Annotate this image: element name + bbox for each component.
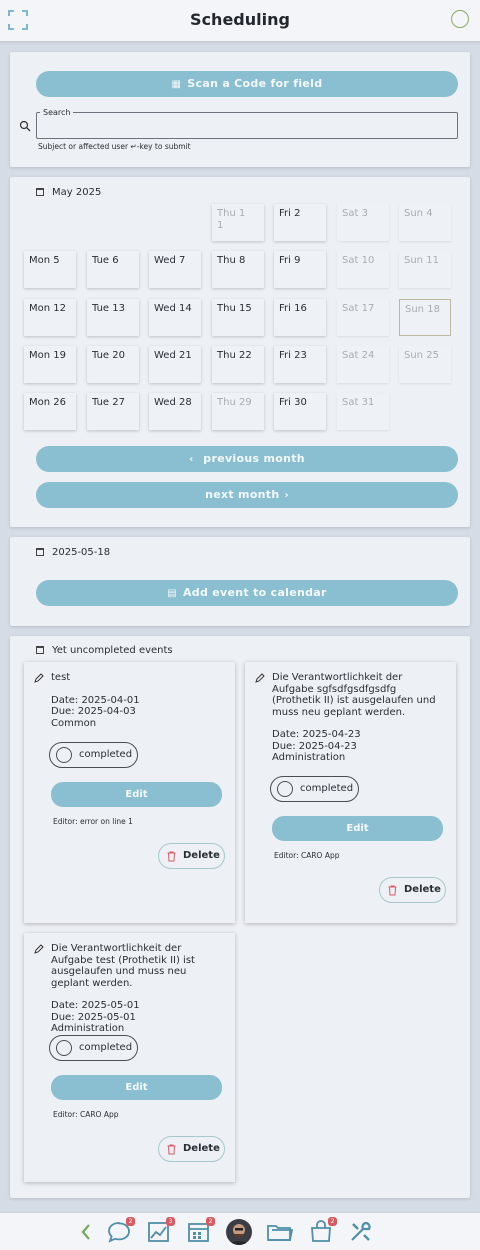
calendar-icon [36,646,44,654]
chevron-left-icon: ‹ [189,454,198,465]
bottom-navigation [0,1212,480,1250]
selected-date-heading: 2025-05-18 [36,547,110,558]
calendar-day[interactable]: Thu 15 [212,299,264,336]
pencil-icon[interactable] [34,944,44,954]
selected-date-card [10,537,470,626]
event-editor: Editor: error on line 1 [53,817,133,826]
calendar-day[interactable]: Wed 7 [149,251,201,288]
status-icon[interactable] [451,10,469,28]
app-header [0,0,480,42]
calendar-icon [36,548,44,556]
event-due: Due: 2025-04-03 [51,706,136,717]
event-date: Date: 2025-05-01 [51,1000,140,1011]
completed-toggle[interactable]: completed [49,1035,138,1061]
add-event-button[interactable]: ▤ Add event to calendar [36,580,458,606]
event-card [24,933,235,1182]
event-title: test [51,672,71,683]
orders-badge: 2 [328,1217,337,1226]
calendar-day[interactable]: Sat 10 [337,251,389,288]
calendar-day[interactable]: Mon 19 [24,346,76,383]
calendar-day[interactable]: Thu 29 [212,393,264,430]
calendar-day[interactable]: Wed 28 [149,393,201,430]
edit-button[interactable]: Edit [272,816,443,841]
event-card [245,662,456,923]
trash-icon [167,851,176,862]
delete-button[interactable]: Delete [379,877,446,903]
calendar-day[interactable]: Tue 6 [87,251,139,288]
avatar[interactable] [226,1219,252,1245]
search-hint: Subject or affected user ↵-key to submit [38,142,191,151]
calendar-icon [36,188,44,196]
charts-badge: 3 [166,1217,175,1226]
pencil-icon[interactable] [34,673,44,683]
calendar-day[interactable]: Sat 24 [337,346,389,383]
charts-icon[interactable] [146,1220,172,1244]
calendar-day[interactable]: Thu 1 1 [212,204,264,241]
trash-icon [167,1144,176,1155]
calendar-day[interactable]: Sat 31 [337,393,389,430]
edit-button[interactable]: Edit [51,1075,222,1100]
trash-icon [388,885,397,896]
edit-button[interactable]: Edit [51,782,222,807]
delete-button[interactable]: Delete [158,843,225,869]
calendar-card [10,177,470,527]
events-card [10,636,470,1198]
event-title: Die Verantwortlichkeit der Aufgabe test (Prothetik II) ist ausgelaufen und muss neu geplant werden. [51,943,195,989]
page-title: Scheduling [190,10,290,29]
events-heading: Yet uncompleted events [36,645,173,656]
calendar-day[interactable]: Sun 11 [399,251,451,288]
calendar-day[interactable]: Fri 23 [274,346,326,383]
event-card [24,662,235,923]
calendar-day[interactable]: Thu 8 [212,251,264,288]
event-editor: Editor: CARO App [53,1110,119,1119]
calendar-day[interactable]: Tue 27 [87,393,139,430]
calendar-day[interactable]: Fri 9 [274,251,326,288]
calendar-day[interactable]: Sat 3 [337,204,389,241]
calendar-day[interactable]: Sun 25 [399,346,451,383]
search-icon [19,120,31,132]
orders-icon[interactable] [308,1220,334,1244]
completed-toggle[interactable]: completed [270,776,359,802]
calendar-day[interactable]: Mon 26 [24,393,76,430]
scan-code-button[interactable]: ▦ Scan a Code for field [36,71,458,97]
event-category: Administration [272,752,346,763]
search-input[interactable] [36,112,458,139]
qr-icon: ▦ [171,79,182,90]
event-category: Common [51,717,97,729]
calendar-badge: 2 [206,1217,215,1226]
calendar-icon: ▤ [167,588,177,599]
next-month-button[interactable]: next month › [36,482,458,508]
messages-icon[interactable] [106,1220,132,1244]
calendar-day[interactable]: Fri 30 [274,393,326,430]
calendar-day[interactable]: Fri 2 [274,204,326,241]
calendar-day[interactable]: Sun 4 [399,204,451,241]
event-due: Due: 2025-04-23 [272,740,357,752]
pencil-icon[interactable] [255,673,265,683]
calendar-day[interactable]: Fri 16 [274,299,326,336]
back-icon[interactable] [74,1220,100,1244]
calendar-day[interactable]: Thu 22 [212,346,264,383]
folder-icon[interactable] [266,1220,294,1244]
completed-toggle[interactable]: completed [49,742,138,768]
event-title: Die Verantwortlichkeit der Aufgabe sgfsdfgsdfgsdfg (Prothetik II) ist ausgelaufen und muss neu geplant werden. [272,672,436,718]
search-label: Search [40,108,73,117]
event-date: Date: 2025-04-23 [272,729,361,740]
tools-icon[interactable] [348,1220,374,1244]
previous-month-button[interactable]: ‹ previous month [36,446,458,472]
delete-button[interactable]: Delete [158,1136,225,1162]
calendar-day[interactable]: Wed 14 [149,299,201,336]
calendar-day[interactable]: Tue 20 [87,346,139,383]
calendar-nav-icon[interactable] [186,1220,212,1244]
calendar-day[interactable]: Wed 21 [149,346,201,383]
calendar-day[interactable]: Tue 13 [87,299,139,336]
calendar-day[interactable]: Mon 12 [24,299,76,336]
event-date: Date: 2025-04-01 [51,694,140,706]
event-category: Administration [51,1023,125,1034]
calendar-day[interactable]: Mon 5 [24,251,76,288]
event-due: Due: 2025-05-01 [51,1011,136,1023]
calendar-month-heading: May 2025 [36,187,101,198]
calendar-day[interactable]: Sun 18 [399,299,451,336]
event-editor: Editor: CARO App [274,851,340,860]
chevron-right-icon: › [284,490,289,501]
calendar-day[interactable]: Sat 17 [337,299,389,336]
messages-badge: 2 [126,1217,135,1226]
search-card [10,52,470,167]
